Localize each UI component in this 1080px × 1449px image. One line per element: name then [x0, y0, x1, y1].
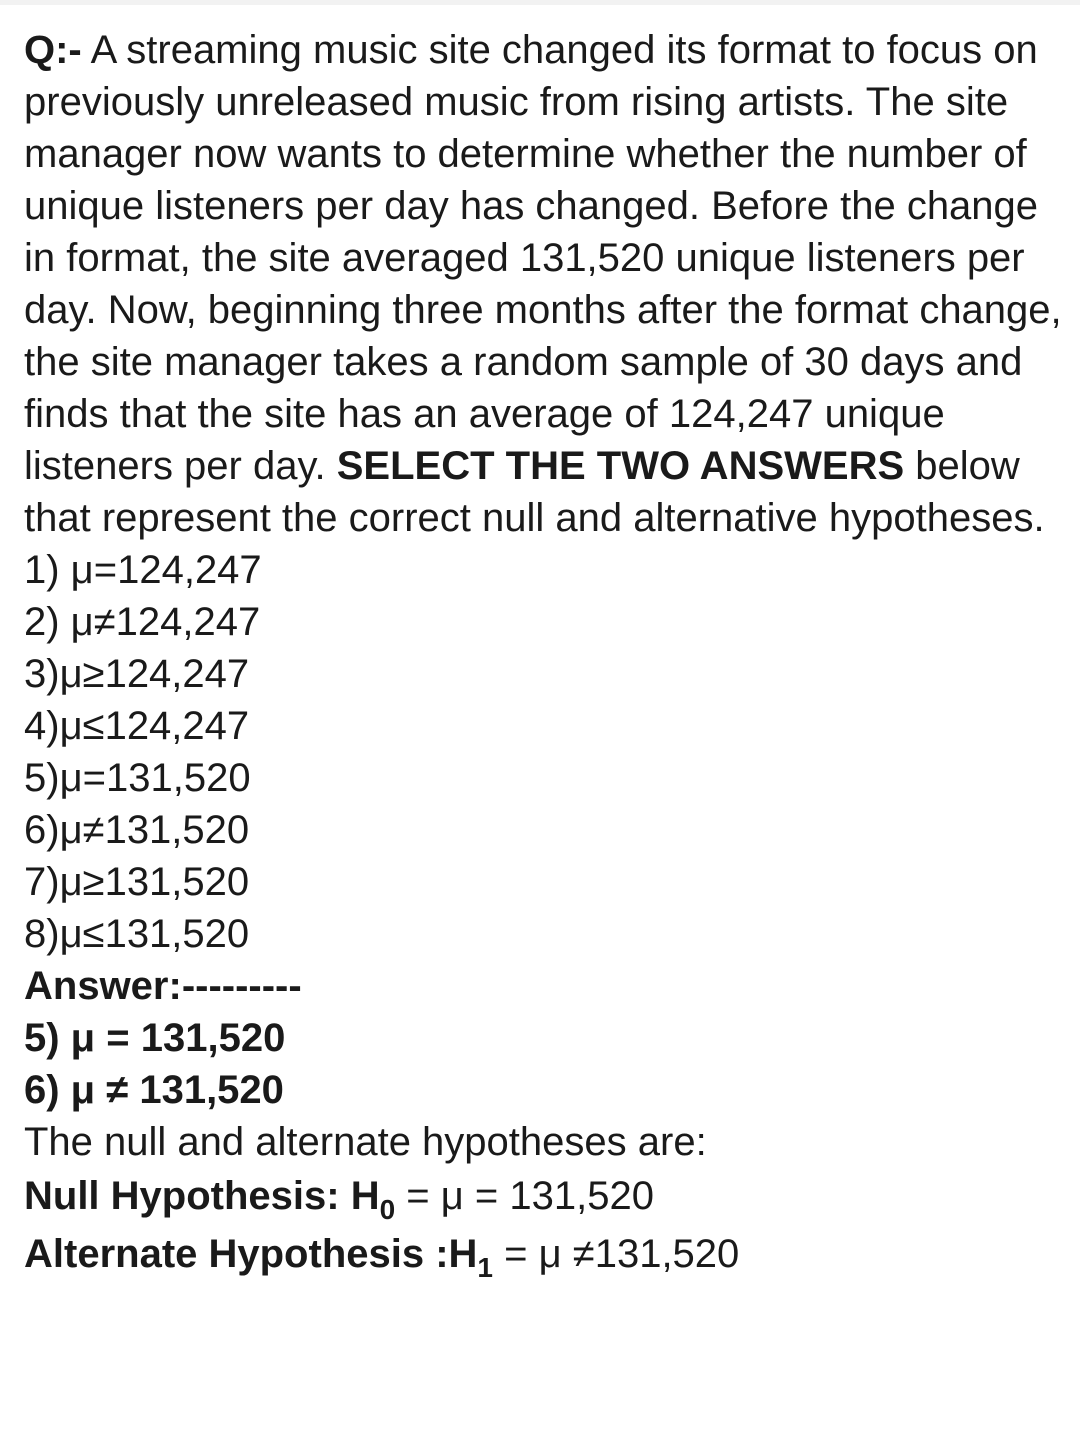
answer-line-1: 5) μ = 131,520 — [24, 1016, 286, 1060]
option-4: 4)μ≤124,247 — [24, 704, 250, 748]
answer-line-2: 6) μ ≠ 131,520 — [24, 1068, 284, 1112]
hypotheses-intro: The null and alternate hypotheses are: — [24, 1120, 707, 1164]
null-hypothesis — [24, 1170, 1064, 1225]
solution-document — [24, 24, 1064, 1283]
options-list — [24, 544, 1064, 960]
alternate-hypothesis-expression: = μ ≠131,520 — [493, 1232, 740, 1276]
top-divider — [0, 0, 1080, 5]
option-2: 2) μ≠124,247 — [24, 600, 261, 644]
null-hypothesis-expression: = μ = 131,520 — [395, 1174, 654, 1218]
question-label: Q:- — [24, 28, 82, 72]
question-text-part2: below that represent the correct null and alternative hypotheses. — [24, 444, 1045, 540]
null-hypothesis-label: Null Hypothesis: H — [24, 1174, 380, 1218]
null-hypothesis-subscript: 0 — [379, 1194, 396, 1225]
option-7: 7)μ≥131,520 — [24, 860, 250, 904]
question-text-part1: A streaming music site changed its format to focus on previously unreleased music from rising artists. The site manager now wants to determine whether the number of unique listeners per day has changed. Before the change in format, the site averaged 131,520 unique listeners per day. Now, beginning three months after the format change, the site manager takes a random sample of 30 days and finds that the site has an average of 124,247 unique listeners per day. — [24, 28, 1062, 488]
question-paragraph — [24, 24, 1064, 544]
question-emphasis: SELECT THE TWO ANSWERS — [336, 444, 905, 488]
alternate-hypothesis — [24, 1228, 1064, 1283]
option-1: 1) μ=124,247 — [24, 548, 262, 592]
option-3: 3)μ≥124,247 — [24, 652, 250, 696]
alternate-hypothesis-subscript: 1 — [477, 1252, 493, 1283]
option-8: 8)μ≤131,520 — [24, 912, 250, 956]
alternate-hypothesis-label: Alternate Hypothesis :H — [24, 1232, 478, 1276]
option-6: 6)μ≠131,520 — [24, 808, 250, 852]
option-5: 5)μ=131,520 — [24, 756, 251, 800]
answer-heading: Answer:--------- — [24, 964, 302, 1008]
